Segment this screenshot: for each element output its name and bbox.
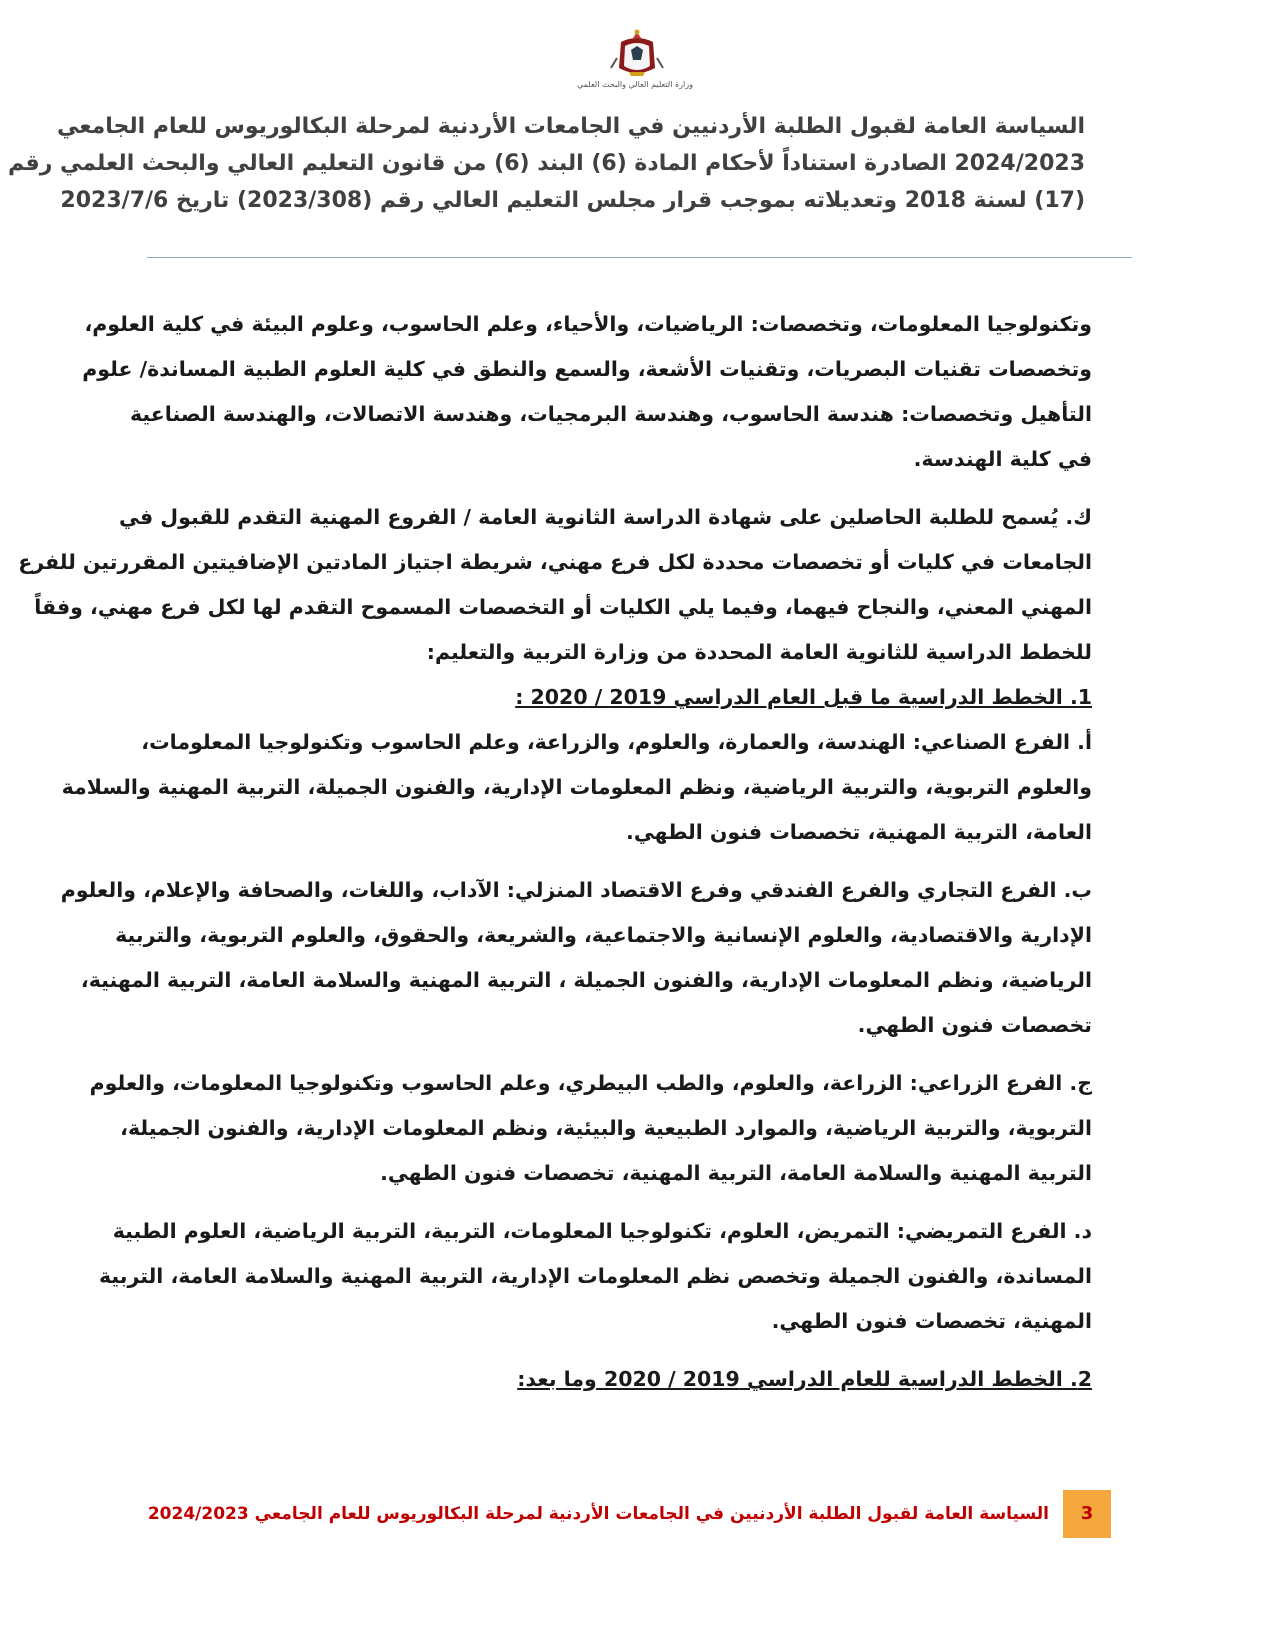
intro-paragraph — [82, 302, 1092, 482]
section-2-paragraph — [100, 1357, 1092, 1402]
section-heading-1: 1. الخطط الدراسية ما قبل العام الدراسي 2019 / 2020 : — [515, 685, 1092, 709]
text-line: ج. الفرع الزراعي: الزراعة، والعلوم، والطب البيطري، وعلم الحاسوب وتكنولوجيا المعلومات، والعلوم — [89, 1071, 1092, 1095]
text-line: التربوية، والتربية الرياضية، والموارد الطبيعية والبيئية، ونظم المعلومات الإدارية، والفنون الجميلة، — [120, 1116, 1092, 1140]
branch-a-paragraph — [61, 720, 1092, 855]
text-line: المهني المعني، والنجاح فيهما، وفيما يلي الكليات أو التخصصات المسموح التقدم لها لكل فرع مهني، وفقاً — [34, 595, 1092, 619]
text-line: التربية المهنية والسلامة العامة، التربية المهنية، تخصصات فنون الطهي. — [380, 1161, 1092, 1185]
text-line: تخصصات فنون الطهي. — [857, 1013, 1092, 1037]
clause-k-paragraph — [18, 495, 1092, 720]
document-body — [18, 302, 1092, 1402]
ministry-caption: وزارة التعليم العالي والبحث العلمي — [577, 80, 693, 89]
text-line: التأهيل وتخصصات: هندسة الحاسوب، وهندسة البرمجيات، وهندسة الاتصالات، والهندسة الصناعية — [129, 402, 1092, 426]
title-line: السياسة العامة لقبول الطلبة الأردنيين في الجامعات الأردنية لمرحلة البكالوريوس للعام الجامعي — [56, 114, 1085, 139]
text-line: ك. يُسمح للطلبة الحاصلين على شهادة الدراسة الثانوية العامة / الفروع المهنية التقدم للقبول في — [119, 505, 1092, 529]
text-line: والعلوم التربوية، والتربية الرياضية، ونظم المعلومات الإدارية، والفنون الجميلة، التربية المهنية والسلامة — [61, 775, 1092, 799]
page-number: 3 — [1063, 1490, 1111, 1538]
title-line: 2024/2023 الصادرة استناداً لأحكام المادة (6) البند (6) من قانون التعليم العالي والبحث العلمي رقم — [8, 151, 1085, 176]
text-line: وتكنولوجيا المعلومات، وتخصصات: الرياضيات، والأحياء، وعلم الحاسوب، وعلوم البيئة في كلية العلوم، — [84, 312, 1092, 336]
text-line: أ. الفرع الصناعي: الهندسة، والعمارة، والعلوم، والزراعة، وعلم الحاسوب وتكنولوجيا المعلومات، — [141, 730, 1092, 754]
text-line: الرياضية، ونظم المعلومات الإدارية، والفنون الجميلة ، التربية المهنية والسلامة العامة، التربية المهنية، — [80, 968, 1092, 992]
section-heading-2: 2. الخطط الدراسية للعام الدراسي 2019 / 2020 وما بعد: — [517, 1367, 1092, 1391]
document-title — [8, 108, 1085, 219]
text-line: للخطط الدراسية للثانوية العامة المحددة من وزارة التربية والتعليم: — [426, 640, 1092, 664]
header-divider — [147, 257, 1132, 258]
branch-c-paragraph — [89, 1061, 1092, 1196]
title-line: (17) لسنة 2018 وتعديلاته بموجب قرار مجلس التعليم العالي رقم (2023/308) تاريخ 2023/7/6 — [60, 188, 1085, 213]
text-line: الإدارية والاقتصادية، والعلوم الإنسانية والاجتماعية، والشريعة، والحقوق، والعلوم التربوية، والتربية — [115, 923, 1092, 947]
text-line: المهنية، تخصصات فنون الطهي. — [771, 1309, 1092, 1333]
footer-title: السياسة العامة لقبول الطلبة الأردنيين في الجامعات الأردنية لمرحلة البكالوريوس للعام الجامعي 2024/2023 — [147, 1504, 1049, 1524]
text-line: الجامعات في كليات أو تخصصات محددة لكل فرع مهني، شريطة اجتياز المادتين الإضافيتين المقررتين للفرع — [18, 550, 1092, 574]
text-line: المساندة، والفنون الجميلة وتخصص نظم المعلومات الإدارية، التربية المهنية والسلامة العامة، التربية — [98, 1264, 1092, 1288]
text-line: ب. الفرع التجاري والفرع الفندقي وفرع الاقتصاد المنزلي: الآداب، واللغات، والصحافة والإعلام، والعلوم — [60, 878, 1092, 902]
text-line: وتخصصات تقنيات البصريات، وتقنيات الأشعة، والسمع والنطق في كلية العلوم الطبية المساندة/ علوم — [82, 357, 1092, 381]
page-footer — [147, 1490, 1111, 1538]
text-line: العامة، التربية المهنية، تخصصات فنون الطهي. — [626, 820, 1092, 844]
branch-d-paragraph — [100, 1209, 1092, 1344]
branch-b-paragraph — [60, 868, 1092, 1048]
text-line: د. الفرع التمريضي: التمريض، العلوم، تكنولوجيا المعلومات، التربية، التربية الرياضية، العلوم الطبية — [112, 1219, 1092, 1243]
text-line: في كلية الهندسة. — [913, 447, 1092, 471]
